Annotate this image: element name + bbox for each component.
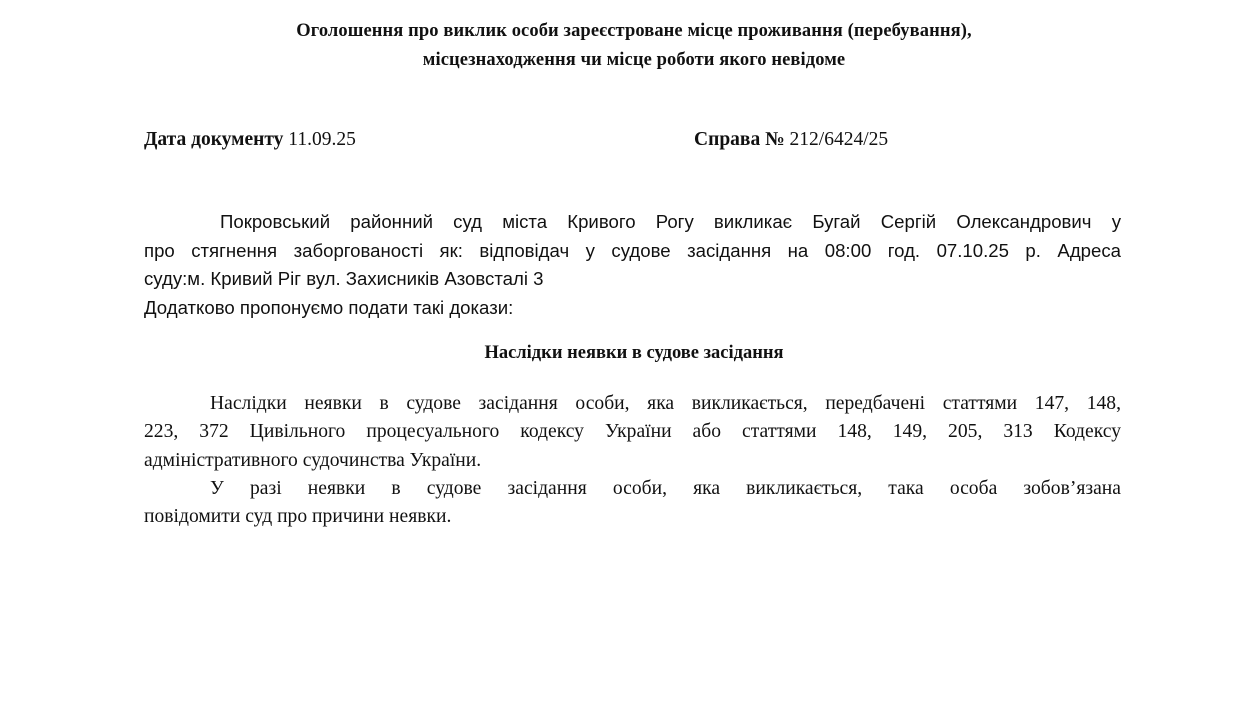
case-number — [694, 127, 888, 153]
summons-line-1: Покровський районний суд міста Кривого Рогу викликає Бугай Сергій Олександрович у — [220, 211, 1121, 232]
consequences-paragraph — [144, 390, 1121, 475]
consequences-line-3: адміністративного судочинства України. — [144, 449, 482, 471]
document-date — [144, 127, 356, 153]
consequences-line-2: 223, 372 Цивільного процесуального кодексу України або статтями 148, 149, 205, 313 Кодексу — [144, 421, 1121, 443]
notify-line-2: повідомити суд про причини неявки. — [144, 506, 452, 528]
notify-paragraph — [144, 475, 1121, 532]
notify-line-1: У разі неявки в судове засідання особи, яка викликається, така особа зобов’язана — [210, 478, 1121, 499]
summons-line-2: про стягнення заборгованості як: відповідач у судове засідання на 08:00 год. 07.10.25 р. Адреса — [144, 239, 1121, 261]
consequences-line-1: Наслідки неявки в судове засідання особи, яка викликається, передбачені статтями 147, 148, — [210, 393, 1121, 414]
case-value: 212/6424/25 — [789, 129, 889, 150]
document-title — [0, 17, 1234, 75]
date-value: 11.09.25 — [288, 129, 356, 150]
title-line-2: місцезнаходження чи місце роботи якого невідоме — [422, 50, 846, 70]
summons-line-3: суду:м. Кривий Ріг вул. Захисників Азовсталі 3 — [144, 268, 544, 289]
section-heading: Наслідки неявки в судове засідання — [484, 343, 784, 363]
summons-line-4: Додатково пропонуємо подати такі докази: — [144, 296, 514, 318]
date-label: Дата документу — [144, 129, 284, 150]
summons-paragraph — [144, 208, 1121, 322]
title-line-1: Оголошення про виклик особи зареєстроване місце проживання (перебування), — [296, 21, 972, 41]
case-label: Справа № — [694, 129, 785, 150]
